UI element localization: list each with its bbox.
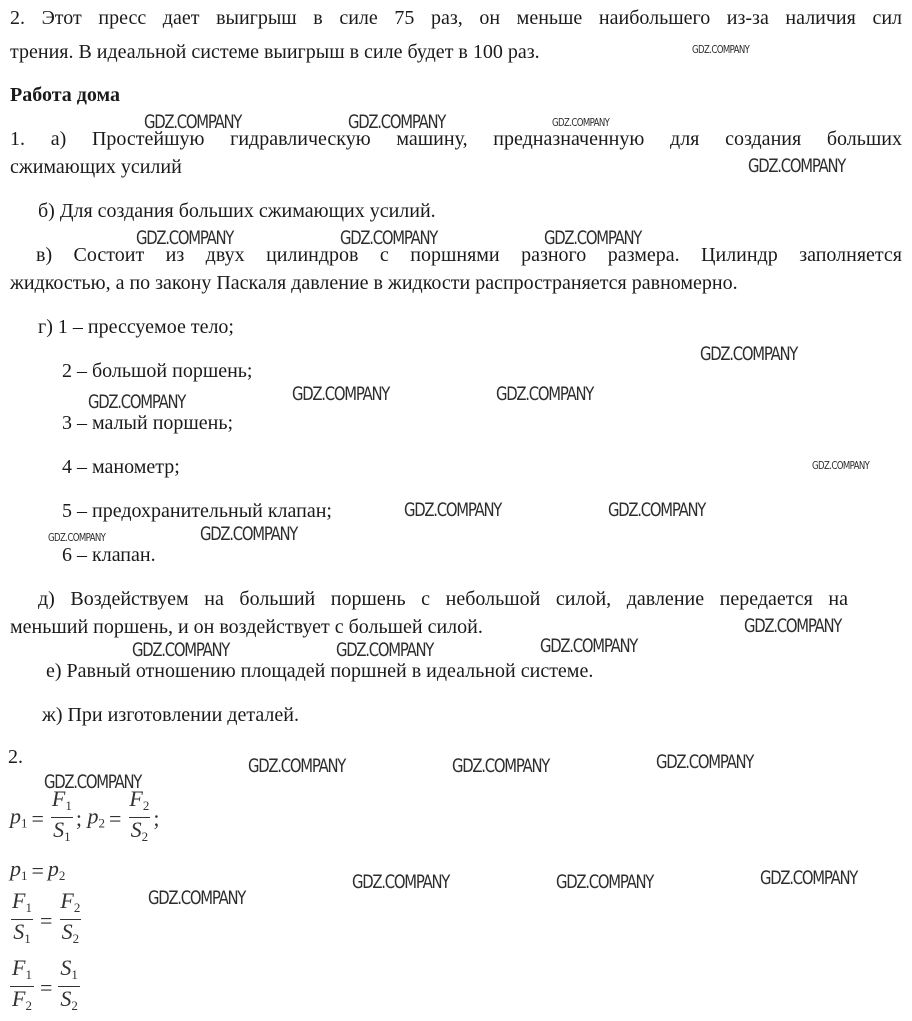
watermark: GDZ.COMPANY bbox=[452, 755, 550, 777]
force-ratio-equation: $\frac{F_1}{F_2}$ = $\frac{S_1}{S_2}$ bbox=[8, 957, 82, 1018]
section-heading: Работа дома bbox=[10, 84, 120, 106]
answer-line: б) Для создания больших сжимающих усилий. bbox=[38, 200, 436, 222]
list-item: г) 1 – прессуемое тело; bbox=[38, 316, 234, 338]
watermark: GDZ.COMPANY bbox=[248, 755, 346, 777]
pressure-formula: $p_1$ = $\frac{F_1}{S_1}$ ; $p_2$ = $\frac{F_2}{S_2}$ ; bbox=[10, 788, 160, 849]
watermark: GDZ.COMPANY bbox=[656, 751, 754, 773]
watermark: GDZ.COMPANY bbox=[404, 499, 502, 521]
paragraph-line: 2. Этот пресс дает выигрыш в силе 75 раз, он меньше наибольшего из-за наличия сил bbox=[10, 7, 902, 29]
paragraph-line: сжимающих усилий bbox=[10, 156, 182, 178]
watermark: GDZ.COMPANY bbox=[340, 227, 438, 249]
watermark: GDZ.COMPANY bbox=[352, 871, 450, 893]
watermark: GDZ.COMPANY bbox=[144, 111, 242, 133]
watermark: GDZ.COMPANY bbox=[132, 639, 230, 661]
list-item: 3 – малый поршень; bbox=[62, 412, 234, 434]
watermark: GDZ.COMPANY bbox=[200, 523, 298, 545]
paragraph-line: трения. В идеальной системе выигрыш в силе будет в 100 раз. bbox=[10, 41, 540, 63]
list-item: 4 – манометр; bbox=[62, 456, 180, 478]
watermark: GDZ.COMPANY bbox=[336, 639, 434, 661]
paragraph-line: в) Состоит из двух цилиндров с поршнями разного размера. Цилиндр заполняется bbox=[36, 244, 902, 266]
paragraph-line: д) Воздействуем на больший поршень с небольшой силой, давление передается на bbox=[38, 588, 848, 610]
watermark: GDZ.COMPANY bbox=[556, 871, 654, 893]
watermark: GDZ.COMPANY bbox=[760, 867, 858, 889]
watermark: GDZ.COMPANY bbox=[148, 887, 246, 909]
paragraph-line: меньший поршень, и он воздействует с большей силой. bbox=[10, 616, 483, 638]
watermark: GDZ.COMPANY bbox=[48, 531, 106, 544]
answer-line: ж) При изготовлении деталей. bbox=[42, 704, 299, 726]
watermark: GDZ.COMPANY bbox=[292, 383, 390, 405]
watermark: GDZ.COMPANY bbox=[136, 227, 234, 249]
watermark: GDZ.COMPANY bbox=[748, 155, 846, 177]
list-item: 6 – клапан. bbox=[62, 544, 156, 566]
watermark: GDZ.COMPANY bbox=[744, 615, 842, 637]
watermark: GDZ.COMPANY bbox=[812, 459, 870, 472]
watermark: GDZ.COMPANY bbox=[608, 499, 706, 521]
watermark: GDZ.COMPANY bbox=[544, 227, 642, 249]
list-item: 5 – предохранительный клапан; bbox=[62, 500, 332, 522]
watermark: GDZ.COMPANY bbox=[540, 635, 638, 657]
watermark: GDZ.COMPANY bbox=[348, 111, 446, 133]
watermark: GDZ.COMPANY bbox=[496, 383, 594, 405]
list-item: 2 – большой поршень; bbox=[62, 360, 253, 382]
paragraph-line: 1. а) Простейшую гидравлическую машину, предназначенную для создания больших bbox=[10, 128, 902, 150]
watermark: GDZ.COMPANY bbox=[552, 116, 610, 129]
item-number: 2. bbox=[8, 746, 23, 768]
answer-line: е) Равный отношению площадей поршней в идеальной системе. bbox=[46, 660, 594, 682]
force-area-equation: $\frac{F_1}{S_1}$ = $\frac{F_2}{S_2}$ bbox=[8, 890, 84, 951]
watermark: GDZ.COMPANY bbox=[44, 771, 142, 793]
paragraph-line: жидкостью, а по закону Паскаля давление в жидкости распространяется равномерно. bbox=[10, 272, 738, 294]
pressure-equality: $p_1 = p_2$ bbox=[10, 856, 66, 883]
watermark: GDZ.COMPANY bbox=[88, 391, 186, 413]
watermark: GDZ.COMPANY bbox=[692, 43, 750, 56]
watermark: GDZ.COMPANY bbox=[700, 343, 798, 365]
